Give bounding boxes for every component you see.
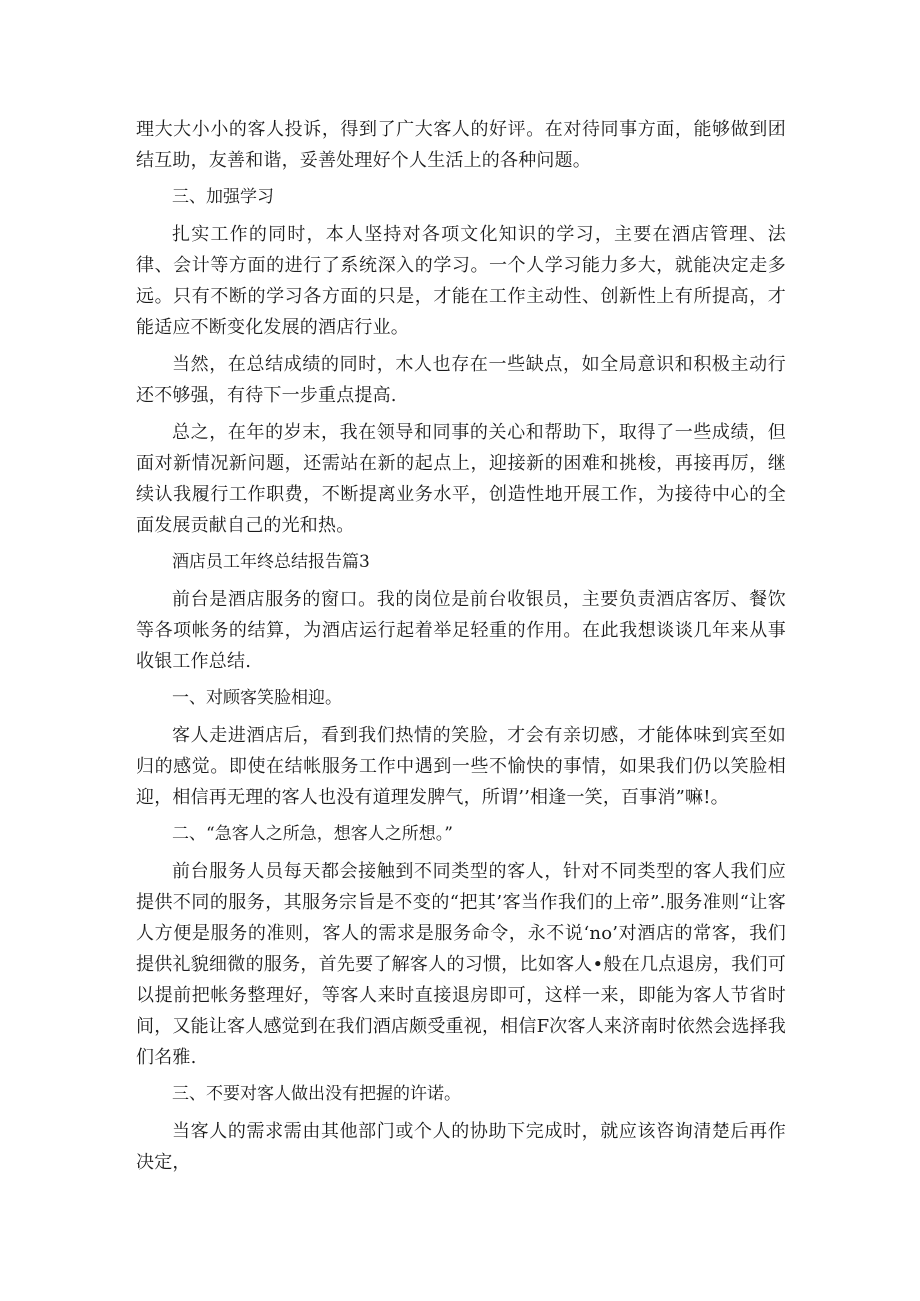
paragraph-smile: 客人走进酒店后，看到我们热情的笑脸，才会有亲切感，才能体味到宾至如归的感觉。即使在结帐服务工作中遇到一些不愉快的事情，如果我们仍以笑脸相迎，相信再无理的客人也没有道理发脾气，所谓’’相逢一笑，百事消”嘛!。: [136, 725, 786, 808]
heading-smile-greeting: 一、对顾客笑脸相迎。: [172, 688, 342, 708]
heading-guest-needs: 二、“急客人之所急，想客人之所想。”: [172, 824, 453, 844]
paragraph-conclusion: 总之，在年的岁末，我在领导和同事的关心和帮助下，取得了一些成绩，但面对新情况新问题，还需站在新的起点上，迎接新的困难和挑梭，再接再厉，继续认我履行工作职费，不断提离业务水平，创造性地开展工作，为接待中心的全面发展贡献自己的光和热。: [136, 422, 786, 536]
document-body: [136, 114, 786, 1184]
paragraph-consult-first: 当客人的需求需由其他部门或个人的协助下完成时，就应该咨询清楚后再作决定，: [136, 1121, 786, 1173]
paragraph-front-desk-intro: 前台是酒店服务的窗口。我的岗位是前台收银员，主要负责酒店客厉、餐饮等各项帐务的结算，为酒店运行起着举足轻重的作用。在此我想谈谈几年来从事收银工作总结.: [136, 589, 786, 672]
paragraph-study: 扎实工作的同时，本人坚持对各项文化知识的学习，主要在酒店管理、法律、会计等方面的进行了系统深入的学习。一个人学习能力多大，就能决定走多远。只有不断的学习各方面的只是，才能在工作主动性、创新性上有所提高，才能适应不断变化发展的酒店行业。: [136, 224, 786, 338]
paragraph-complaints-continued: 理大大小小的客人投诉，得到了广大客人的好评。在对待同事方面，能够做到团结互助，友善和谐，妥善处理好个人生活上的各种问题。: [136, 119, 786, 171]
paragraph-shortcomings: 当然，在总结成绩的同时，木人也存在一些缺点，如全局意识和积极主动行还不够强，有待下一步重点提高.: [136, 354, 786, 406]
paragraph-service-principles: 前台服务人员每天都会接触到不同类型的客人，针对不同类型的客人我们应提供不同的服务，其服务宗旨是不变的“把其’客当作我们的上帝”.服务准则“让客人方便是服务的准则，客人的需求是服务命令，永不说‘no’对酒店的常客，我们提供礼貌细微的服务，首先要了解客人的习惯，比如客人•般在几点退房，我们可以提前把帐务整理好，等客人来时直接退房即可，这样一来，即能为客人节省时间，又能让客人感觉到在我们酒店颇受重视，相信F次客人来济南时依然会选择我们名雅.: [136, 861, 786, 1068]
heading-strengthen-study: 三、加强学习: [172, 187, 274, 207]
heading-no-unsure-promises: 三、不要对客人做出没有把握的许诺。: [172, 1084, 461, 1104]
heading-report-part-3: 酒店员工年终总结报告篇3: [172, 552, 370, 572]
